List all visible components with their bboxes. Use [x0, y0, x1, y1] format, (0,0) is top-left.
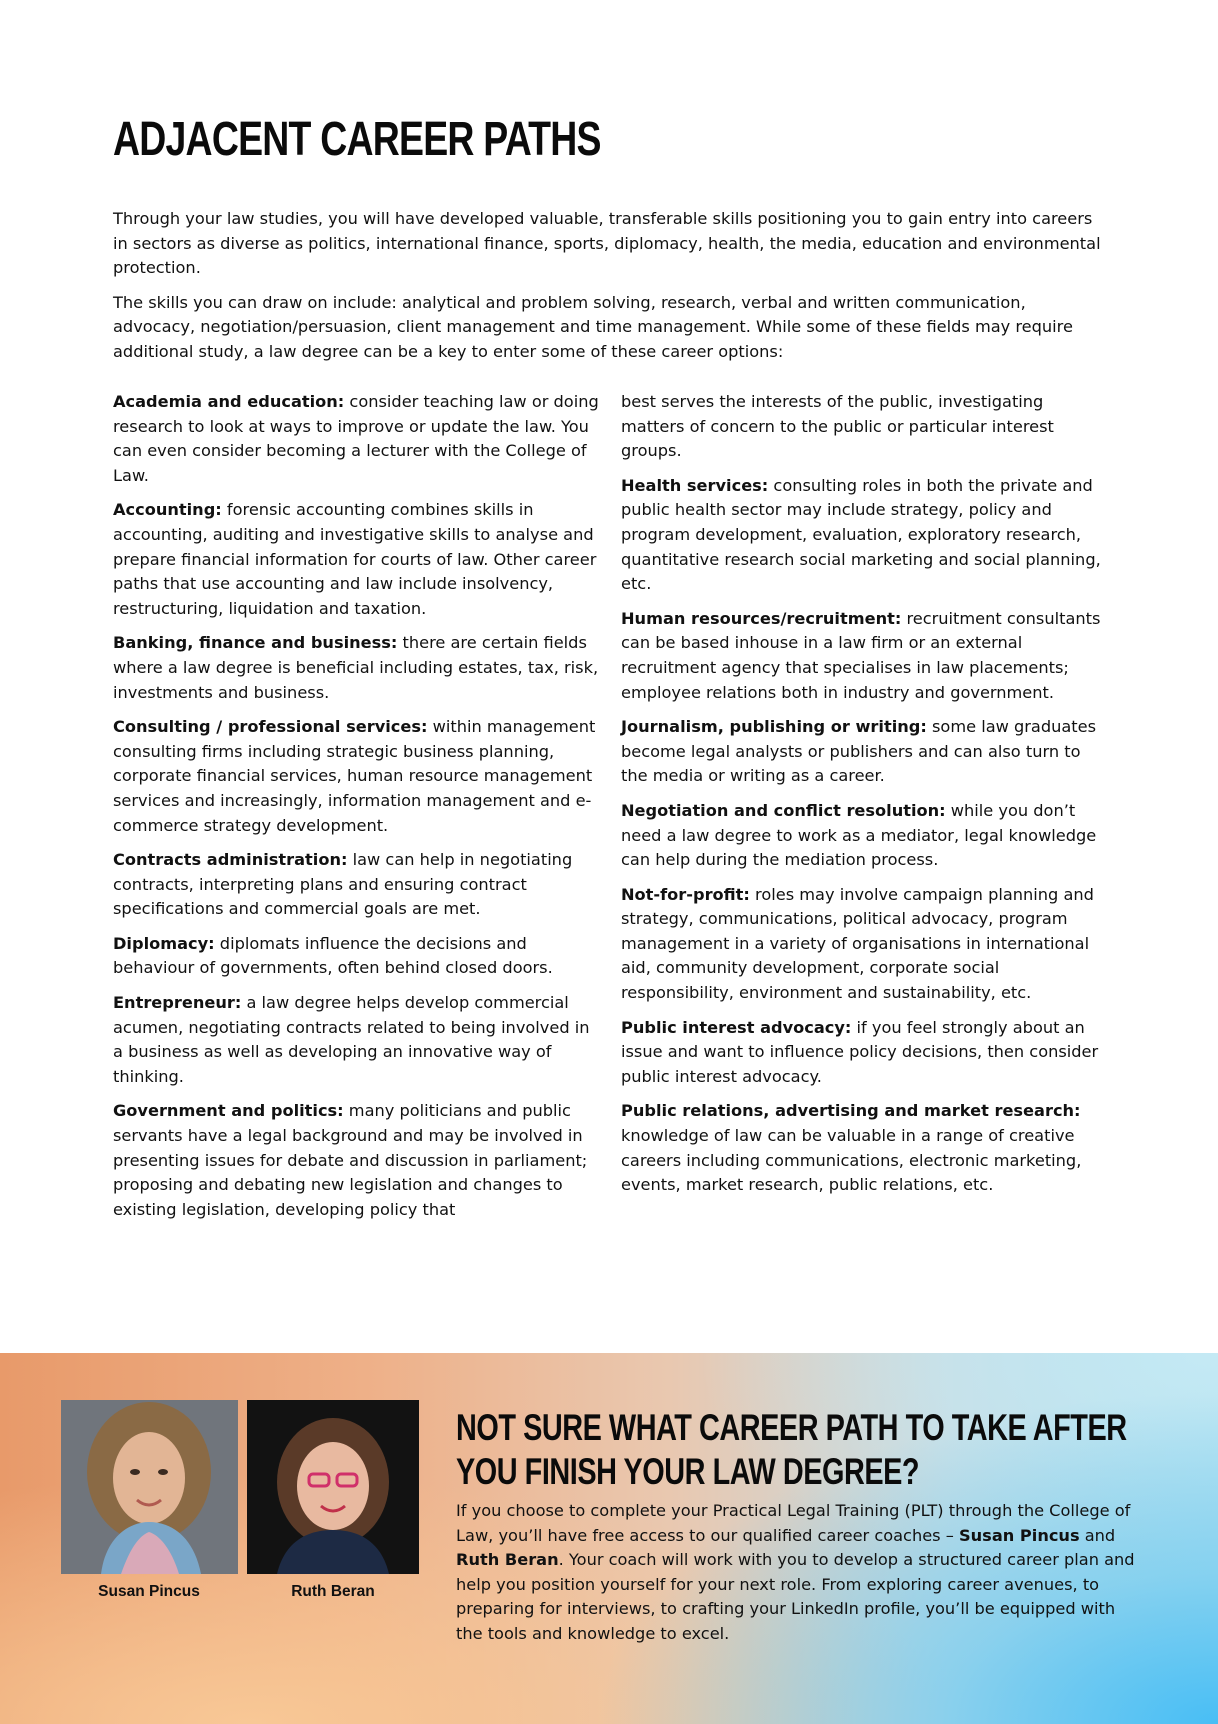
career-item — [113, 932, 601, 981]
career-item-heading: Academia and education: — [113, 392, 345, 411]
intro-paragraph: The skills you can draw on include: analytical and problem solving, research, verbal and written communication, advocacy, negotiation/persuasion, client management and time management. While some of these fields may require additional study, a law degree can be a key to enter some of these career options: — [113, 292, 1073, 361]
career-item-heading: Human resources/recruitment: — [621, 608, 902, 628]
career-item-heading: Contracts administration: — [113, 850, 348, 870]
career-item — [113, 498, 601, 621]
career-item-text: within management consulting firms including strategic business planning, corporate financial services, human resource management services and increasingly, information management and e-commerce strategy development. — [113, 717, 596, 835]
career-item-heading: Banking, finance and business: — [113, 633, 398, 653]
career-item-text: if you feel strongly about an issue and want to influence policy decisions, then consider public interest advocacy. — [621, 1017, 1099, 1086]
career-item-heading: Health services: — [621, 475, 769, 495]
career-item — [113, 991, 601, 1089]
career-item-text: knowledge of law can be valuable in a range of creative careers including communications, electronic marketing, events, market research, public relations, etc. — [621, 1126, 1082, 1195]
career-item — [113, 390, 601, 488]
coach-name-caption: Ruth Beran — [291, 1583, 375, 1600]
banner-body-text: . Your coach will work with you to develop a structured career plan and help you position yourself for your next role. From exploring career avenues, to preparing for interviews, to crafting your LinkedIn profile, you’ll be equipped with the tools and knowledge to excel. — [456, 1550, 1135, 1643]
career-item-heading: Journalism, publishing or writing: — [621, 717, 927, 737]
coach-name-caption: Susan Pincus — [98, 1583, 200, 1600]
career-item — [621, 1016, 1109, 1090]
career-coach-banner — [0, 1353, 1218, 1724]
career-item-heading: Public relations, advertising and market research: — [621, 1101, 1081, 1121]
career-item-heading: Diplomacy: — [113, 933, 215, 953]
career-item — [113, 715, 601, 838]
banner-body-text: If you choose to complete your Practical Legal Training (PLT) through the College of Law, you’ll have free access to our qualified career coaches – — [456, 1501, 1131, 1545]
career-item — [621, 1099, 1109, 1197]
page-title: ADJACENT CAREER PATHS — [113, 113, 601, 166]
career-item — [621, 715, 1109, 789]
career-item-heading: Not-for-profit: — [621, 884, 750, 904]
career-item — [621, 607, 1109, 705]
intro-paragraph: Through your law studies, you will have developed valuable, transferable skills positioning you to gain entry into careers in sectors as diverse as politics, international finance, sports, diplomacy, health, the media, education and environmental protection. — [113, 209, 1101, 278]
career-item-text: a law degree helps develop commercial acumen, negotiating contracts related to being involved in a business as well as developing an innovative way of thinking. — [113, 993, 590, 1086]
career-item-text: consulting roles in both the private and public health sector may include strategy, policy and program development, evaluation, exploratory research, quantitative research social marketing and social planning, etc. — [621, 475, 1101, 594]
career-item — [113, 848, 601, 922]
career-item-text: forensic accounting combines skills in accounting, auditing and investigative skills to analyse and prepare financial information for courts of law. Other career paths that use accounting and law include insolvency, restructuring, liquidation and taxation. — [113, 500, 597, 618]
career-item-text: law can help in negotiating contracts, interpreting plans and ensuring contract specifications and commercial goals are met. — [113, 850, 573, 919]
career-list-left — [113, 390, 601, 1232]
career-item — [621, 474, 1109, 597]
career-item-text: some law graduates become legal analysts or publishers and can also turn to the media or writing as a career. — [621, 717, 1097, 786]
career-item-text: many politicians and public servants have a legal background and may be involved in presenting issues for debate and discussion in parliament; proposing and debating new legislation and changes to existing legislation, developing policy that — [113, 1101, 588, 1219]
career-item-heading: Consulting / professional services: — [113, 717, 428, 737]
career-item — [621, 883, 1109, 1006]
career-item-text: there are certain fields where a law degree is beneficial including estates, tax, risk, investments and business. — [113, 633, 599, 702]
banner-heading: NOT SURE WHAT CAREER PATH TO TAKE AFTER YOU FINISH YOUR LAW DEGREE? — [456, 1407, 1127, 1492]
career-item-text: recruitment consultants can be based inhouse in a law firm or an external recruitment agency that specialises in law placements; employee relations both in industry and government. — [621, 608, 1101, 702]
banner-body — [456, 1499, 1146, 1647]
career-item-heading: Government and politics: — [113, 1101, 344, 1121]
career-item-heading: Negotiation and conflict resolution: — [621, 800, 946, 820]
career-item — [113, 1099, 601, 1222]
career-item-heading: Entrepreneur: — [113, 993, 242, 1013]
coach-photo-susan — [61, 1400, 238, 1574]
intro-section — [113, 207, 1103, 375]
coach-name-inline: Susan Pincus — [959, 1525, 1080, 1545]
coach-name-inline: Ruth Beran — [456, 1550, 559, 1570]
career-item-text: diplomats influence the decisions and behaviour of governments, often behind closed doors. — [113, 933, 553, 978]
career-item-text: consider teaching law or doing research to look at ways to improve or update the law. You can even consider becoming a lecturer with the College of Law. — [113, 392, 599, 485]
career-item-continuation: best serves the interests of the public, investigating matters of concern to the public or particular interest groups. — [621, 392, 1054, 461]
career-item-text: while you don’t need a law degree to work as a mediator, legal knowledge can help during the mediation process. — [621, 800, 1097, 870]
career-list-right — [621, 390, 1109, 1208]
banner-body-text: and — [1079, 1525, 1116, 1545]
coach-photo-ruth — [247, 1400, 419, 1574]
career-item-text: roles may involve campaign planning and strategy, communications, political advocacy, program management in a variety of organisations in international aid, community development, corporate social responsibility, environment and sustainability, etc. — [621, 884, 1094, 1003]
career-item — [621, 799, 1109, 873]
career-item-heading: Public interest advocacy: — [621, 1017, 852, 1037]
career-item — [113, 631, 601, 705]
career-item-heading: Accounting: — [113, 500, 222, 520]
